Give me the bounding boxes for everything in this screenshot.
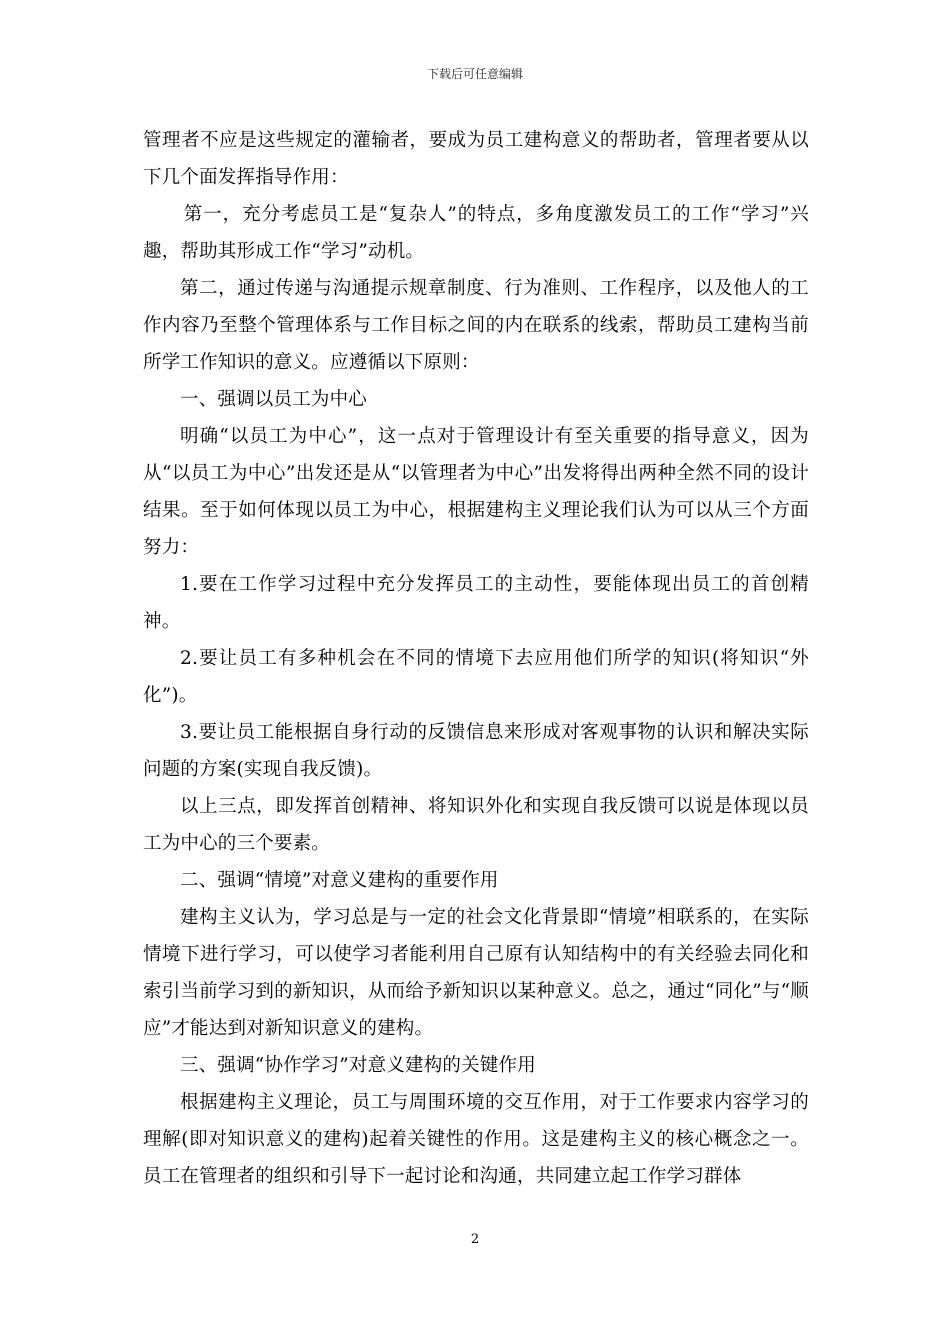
paragraph-first-point: 第一，充分考虑员工是“复杂人”的特点，多角度激发员工的工作“学习”兴趣，帮助其形成工作“学习”动机。 (143, 204, 809, 262)
paragraph-intro: 管理者不应是这些规定的灌输者，要成为员工建构意义的帮助者，管理者要从以下几个面发挥指导作用： (143, 130, 809, 188)
paragraph-second-point: 第二，通过传递与沟通提示规章制度、行为准则、工作程序，以及他人的工作内容乃至整个管理体系与工作目标之间的内在联系的线索，帮助员工建构当前所学工作知识的意义。应遵循以下原则： (143, 278, 809, 373)
document-body (143, 122, 809, 1195)
list-item-2: 2.要让员工有多种机会在不同的情境下去应用他们所学的知识(将知识“外化”)。 (143, 648, 809, 706)
section-heading-3: 三、强调“协作学习”对意义建构的关键作用 (180, 1055, 536, 1076)
list-item-3: 3.要让员工能根据自身行动的反馈信息来形成对客观事物的认识和解决实际问题的方案(实现自我反馈)。 (143, 722, 809, 780)
list-item-1: 1.要在工作学习过程中充分发挥员工的主动性，要能体现出员工的首创精神。 (143, 574, 809, 632)
paragraph-collaboration: 根据建构主义理论，员工与周围环境的交互作用，对于工作要求内容学习的理解(即对知识意义的建构)起着关键性的作用。这是建构主义的核心概念之一。员工在管理者的组织和引导下一起讨论和沟通，共同建立起工作学习群体 (143, 1092, 809, 1187)
section-heading-2: 二、强调“情境”对意义建构的重要作用 (180, 870, 499, 891)
page-number: 2 (470, 1232, 480, 1247)
page-header-note: 下载后可任意编辑 (426, 67, 523, 81)
section-heading-1: 一、强调以员工为中心 (180, 389, 368, 410)
paragraph-three-elements: 以上三点，即发挥首创精神、将知识外化和实现自我反馈可以说是体现以员工为中心的三个要素。 (143, 796, 809, 854)
paragraph-employee-centered: 明确“以员工为中心”，这一点对于管理设计有至关重要的指导意义，因为从“以员工为中心”出发还是从“以管理者为中心”出发将得出两种全然不同的设计结果。至于如何体现以员工为中心，根据建构主义理论我们认为可以从三个方面努力： (143, 426, 809, 558)
paragraph-context: 建构主义认为，学习总是与一定的社会文化背景即“情境”相联系的，在实际情境下进行学习，可以使学习者能利用自己原有认知结构中的有关经验去同化和索引当前学习到的新知识，从而给予新知识以某种意义。总之，通过“同化”与“顺应”才能达到对新知识意义的建构。 (143, 907, 809, 1039)
